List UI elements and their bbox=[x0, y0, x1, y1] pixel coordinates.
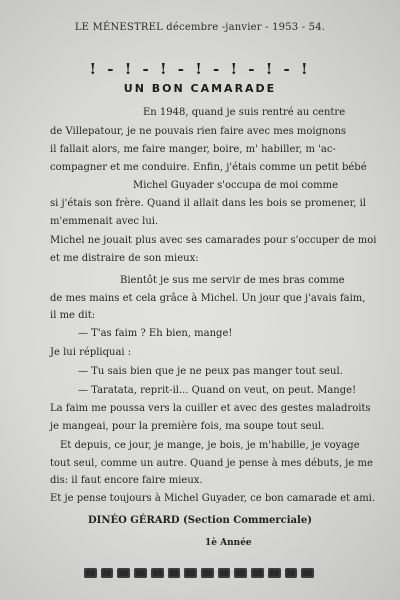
text-line: dis: il faut encore faire mieux. bbox=[50, 475, 203, 486]
ornament-block bbox=[134, 568, 147, 578]
text-line: Et je pense toujours à Michel Guyader, ce bon camarade et ami. bbox=[50, 493, 376, 504]
bottom-ornament bbox=[84, 566, 314, 580]
text-line: si j'étais son frère. Quand il allait dans les bois se promener, il bbox=[50, 198, 367, 209]
ornament-block bbox=[285, 568, 298, 578]
ornament-block bbox=[218, 568, 231, 578]
text-line: Bientôt je sus me servir de mes bras comme bbox=[120, 275, 345, 286]
page-header: LE MÉNESTREL décembre -janvier - 1953 - 54. bbox=[74, 22, 326, 33]
text-line: il me dit: bbox=[50, 310, 96, 321]
ornament-block bbox=[84, 568, 97, 578]
text-line: compagner et me conduire. Enfin, j'étais comme un petit bébé bbox=[50, 162, 367, 173]
ornament-block bbox=[251, 568, 264, 578]
ornament-block bbox=[184, 568, 197, 578]
ornament-block bbox=[168, 568, 181, 578]
text-line: La faim me poussa vers la cuiller et avec des gestes maladroits bbox=[50, 403, 371, 414]
author-signature: DINÉO GÉRARD (Section Commerciale) bbox=[88, 515, 312, 526]
ornament-block bbox=[201, 568, 214, 578]
text-line: En 1948, quand je suis rentré au centre bbox=[143, 107, 346, 118]
class-year: 1è Année bbox=[205, 538, 252, 548]
text-line: m'emmenait avec lui. bbox=[50, 216, 159, 227]
article-title: UN BON CAMARADE bbox=[123, 82, 277, 95]
text-line: Je lui répliquai : bbox=[50, 347, 132, 358]
text-line: — Taratata, reprit-il... Quand on veut, on peut. Mange! bbox=[78, 385, 357, 396]
text-line: de Villepatour, je ne pouvais rien faire avec mes moignons bbox=[50, 126, 347, 137]
ornament-block bbox=[151, 568, 164, 578]
text-line: Michel ne jouait plus avec ses camarades pour s'occuper de moi bbox=[50, 235, 377, 246]
text-line: — Tu sais bien que je ne peux pas manger tout seul. bbox=[78, 366, 343, 377]
top-ornament: ! - ! - ! - ! - ! - ! - ! bbox=[89, 60, 311, 78]
text-line: il fallait alors, me faire manger, boire, m' habiller, m 'ac- bbox=[50, 144, 336, 155]
text-line: Michel Guyader s'occupa de moi comme bbox=[133, 180, 339, 191]
text-line: je mangeai, pour la première fois, ma soupe tout seul. bbox=[50, 421, 325, 432]
ornament-block bbox=[234, 568, 247, 578]
text-line: Et depuis, ce jour, je mange, je bois, je m'habille, je voyage bbox=[60, 440, 360, 451]
ornament-block bbox=[101, 568, 114, 578]
ornament-block bbox=[301, 568, 314, 578]
ornament-block bbox=[268, 568, 281, 578]
text-line: tout seul, comme un autre. Quand je pense à mes débuts, je me bbox=[50, 458, 373, 469]
text-line: — T'as faim ? Eh bien, mange! bbox=[78, 328, 233, 339]
text-line: et me distraire de son mieux: bbox=[50, 253, 199, 264]
text-line: de mes mains et cela grâce à Michel. Un jour que j'avais faim, bbox=[50, 293, 366, 304]
ornament-block bbox=[117, 568, 130, 578]
